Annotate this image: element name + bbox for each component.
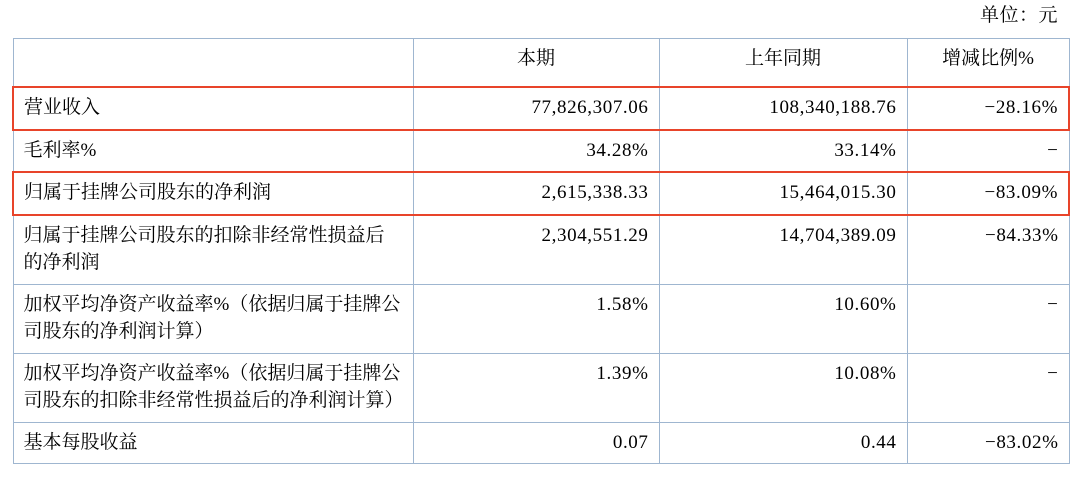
- row-change-value: −28.16%: [907, 87, 1069, 130]
- row-item-label: 营业收入: [13, 87, 413, 130]
- row-previous-value: 10.60%: [659, 284, 907, 353]
- row-change-value: −: [907, 130, 1069, 173]
- row-previous-value: 10.08%: [659, 353, 907, 422]
- row-item-label: 归属于挂牌公司股东的净利润: [13, 172, 413, 215]
- row-item-label: 加权平均净资产收益率%（依据归属于挂牌公司股东的净利润计算）: [13, 284, 413, 353]
- row-change-value: −: [907, 284, 1069, 353]
- row-current-value: 1.58%: [413, 284, 659, 353]
- row-previous-value: 0.44: [659, 422, 907, 464]
- row-item-label: 加权平均净资产收益率%（依据归属于挂牌公司股东的扣除非经常性损益后的净利润计算）: [13, 353, 413, 422]
- table-row: [13, 353, 1069, 422]
- table-row: [13, 215, 1069, 285]
- table-row: [13, 130, 1069, 173]
- header-change-ratio: 增减比例%: [907, 39, 1069, 88]
- row-current-value: 77,826,307.06: [413, 87, 659, 130]
- table-row: [13, 172, 1069, 215]
- row-change-value: −83.09%: [907, 172, 1069, 215]
- row-current-value: 0.07: [413, 422, 659, 464]
- row-current-value: 2,304,551.29: [413, 215, 659, 285]
- table-row: [13, 87, 1069, 130]
- header-previous-period: 上年同期: [659, 39, 907, 88]
- row-item-label: 基本每股收益: [13, 422, 413, 464]
- header-current-period: 本期: [413, 39, 659, 88]
- row-previous-value: 33.14%: [659, 130, 907, 173]
- row-change-value: −84.33%: [907, 215, 1069, 285]
- row-change-value: −: [907, 353, 1069, 422]
- table-row: [13, 422, 1069, 464]
- table-header-row: [13, 39, 1069, 88]
- row-current-value: 1.39%: [413, 353, 659, 422]
- header-item: [13, 39, 413, 88]
- row-change-value: −83.02%: [907, 422, 1069, 464]
- row-previous-value: 15,464,015.30: [659, 172, 907, 215]
- row-previous-value: 14,704,389.09: [659, 215, 907, 285]
- financial-summary-table: [12, 38, 1070, 464]
- row-previous-value: 108,340,188.76: [659, 87, 907, 130]
- row-current-value: 2,615,338.33: [413, 172, 659, 215]
- row-item-label: 归属于挂牌公司股东的扣除非经常性损益后的净利润: [13, 215, 413, 285]
- unit-note: 单位：元: [979, 5, 1058, 26]
- table-row: [13, 284, 1069, 353]
- row-current-value: 34.28%: [413, 130, 659, 173]
- row-item-label: 毛利率%: [13, 130, 413, 173]
